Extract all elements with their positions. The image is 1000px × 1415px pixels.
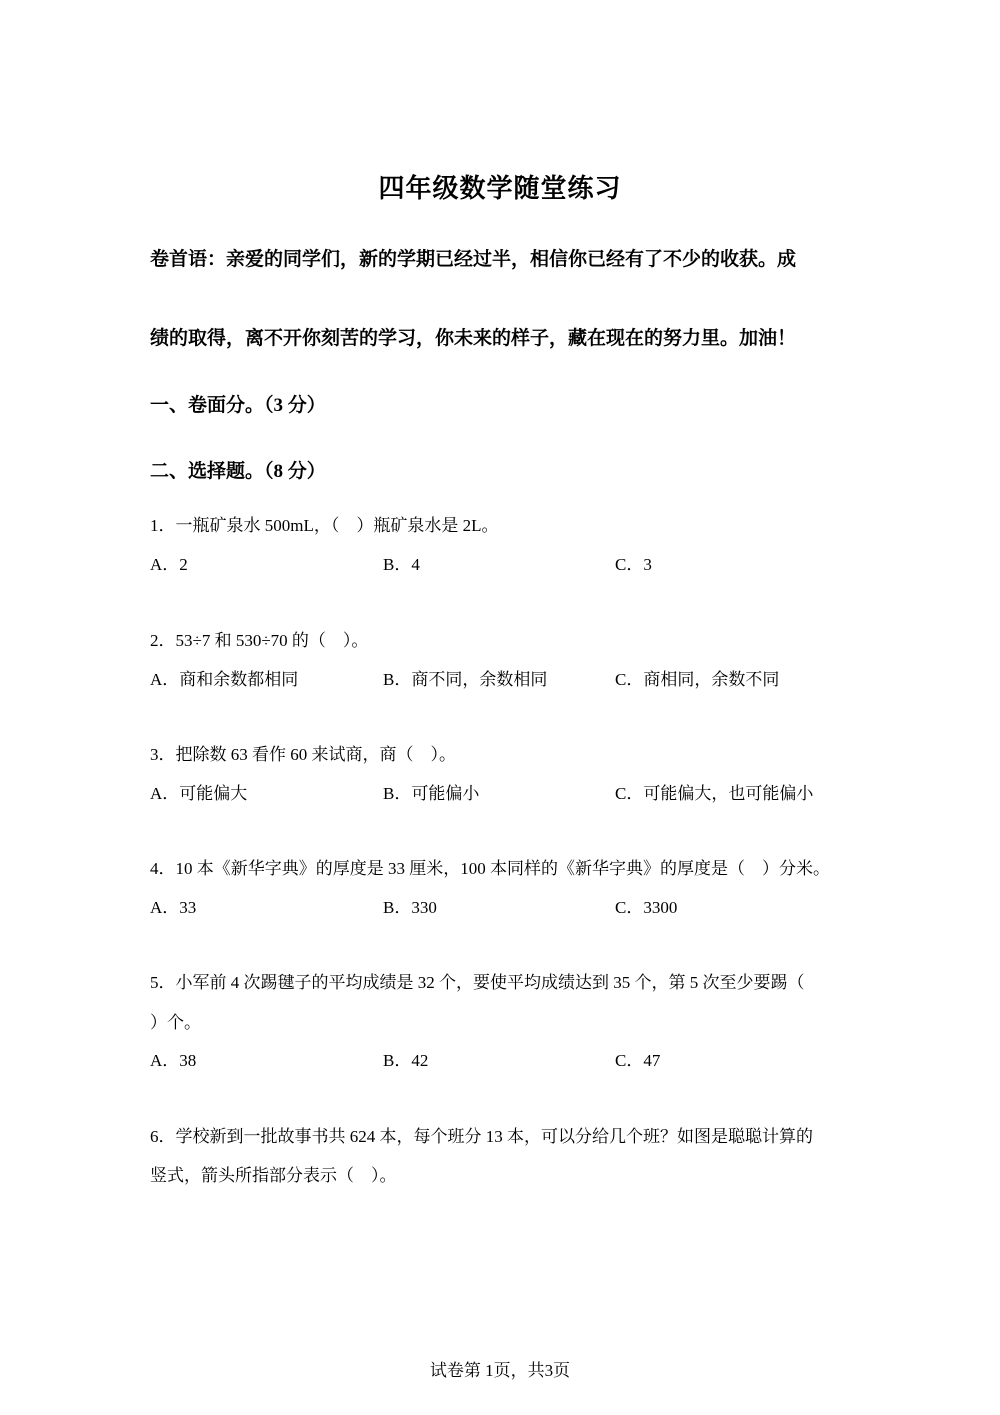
question-4-text: 4．10 本《新华字典》的厚度是 33 厘米，100 本同样的《新华字典》的厚度是（ ）分米。 xyxy=(150,859,830,878)
question-3-text: 3．把除数 63 看作 60 来试商，商（ ）。 xyxy=(150,745,456,764)
question-1-option-b: B．4 xyxy=(383,555,420,574)
question-4-option-b: B．330 xyxy=(383,898,437,917)
question-5-option-a: A．38 xyxy=(150,1051,197,1070)
question-6-text-cont: 竖式，箭头所指部分表示（ ）。 xyxy=(150,1166,397,1185)
question-2-option-b: B．商不同，余数相同 xyxy=(383,670,548,689)
question-4-option-c: C．3300 xyxy=(615,898,678,917)
question-5-option-c: C．47 xyxy=(615,1051,661,1070)
section-heading-1: 一、卷面分。（3 分） xyxy=(150,395,326,416)
question-6-text: 6．学校新到一批故事书共 624 本，每个班分 13 本，可以分给几个班？如图是聪聪计算的 xyxy=(150,1127,813,1146)
question-1-option-a: A．2 xyxy=(150,555,188,574)
intro-line-2: 绩的取得，离不开你刻苦的学习，你未来的样子，藏在现在的努力里。加油！ xyxy=(150,328,797,349)
question-3-option-c: C．可能偏大，也可能偏小 xyxy=(615,784,814,803)
question-2-option-c: C．商相同，余数不同 xyxy=(615,670,780,689)
page-footer: 试卷第 1页，共3页 xyxy=(429,1361,571,1380)
question-3-option-a: A．可能偏大 xyxy=(150,784,248,803)
question-5-option-b: B．42 xyxy=(383,1051,429,1070)
question-2-text: 2．53÷7 和 530÷70 的（ ）。 xyxy=(150,631,369,650)
question-2-option-a: A．商和余数都相同 xyxy=(150,670,299,689)
question-5-text-cont: ）个。 xyxy=(150,1013,201,1032)
intro-line-1: 卷首语：亲爱的同学们，新的学期已经过半，相信你已经有了不少的收获。成 xyxy=(150,249,797,270)
question-4-option-a: A．33 xyxy=(150,898,197,917)
question-3-option-b: B．可能偏小 xyxy=(383,784,480,803)
question-1-option-c: C．3 xyxy=(615,555,652,574)
question-5-text: 5．小军前 4 次踢毽子的平均成绩是 32 个，要使平均成绩达到 35 个，第 5 次至少要踢（ xyxy=(150,973,805,992)
section-heading-2: 二、选择题。（8 分） xyxy=(150,461,326,482)
question-1-text: 1．一瓶矿泉水 500mL，（ ）瓶矿泉水是 2L。 xyxy=(150,516,499,535)
page-title: 四年级数学随堂练习 xyxy=(378,174,622,203)
